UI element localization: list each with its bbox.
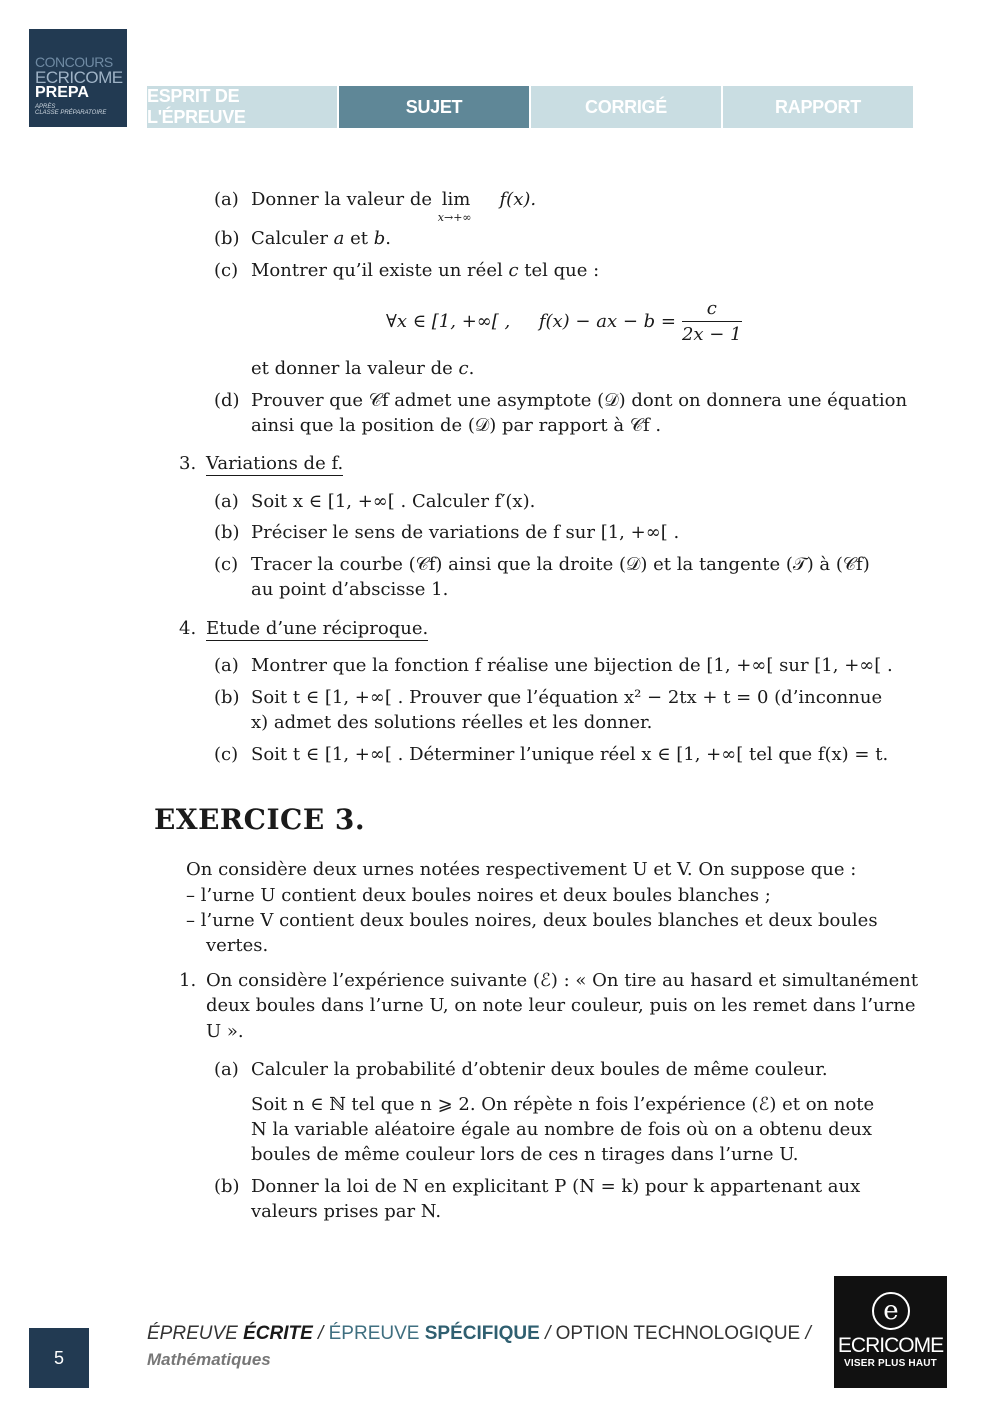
q4a-label: (a) (214, 655, 239, 676)
q4-title (206, 617, 428, 641)
ex3-para-line3: boules de même couleur lors de ces n tirages dans l’urne U. (251, 1144, 799, 1165)
q2c-post: tel que : (518, 260, 600, 281)
q2c-text (251, 259, 599, 283)
logo-line-apres: APRÈS (35, 104, 56, 110)
q3a-text: Soit x ∈ [1, +∞[ . Calculer f′(x). (251, 491, 536, 512)
page-number: 5 (29, 1328, 89, 1388)
ex3-para-line1: Soit n ∈ ℕ tel que n ⩾ 2. On répète n fois l’expérience (ℰ) et on note (251, 1094, 875, 1115)
footer-part4: SPÉCIFIQUE (424, 1323, 540, 1344)
ex3-q1b-line2: valeurs prises par N. (251, 1201, 442, 1222)
q2a-lim: lim (441, 189, 471, 210)
footer-part3: ÉPREUVE (328, 1323, 425, 1344)
ex3-q1b-line1: Donner la loi de N en explicitant P (N = k) pour k appartenant aux (251, 1176, 861, 1197)
q3-title (206, 452, 343, 476)
ecricome-name: ECRICOME (837, 1334, 944, 1357)
footer-exam-type (147, 1323, 811, 1345)
footer-sep3: / (800, 1323, 811, 1344)
q2b-b: b (373, 228, 386, 249)
q3b-text: Préciser le sens de variations de f sur [1, +∞[ . (251, 522, 680, 543)
q2b-end: . (385, 228, 392, 249)
ex3-q1b-label: (b) (214, 1176, 240, 1197)
q3a-label: (a) (214, 491, 239, 512)
ex3-q1-label: 1. (179, 970, 197, 991)
ex3-para-line2: N la variable aléatoire égale au nombre de fois où on a obtenu deux (251, 1119, 873, 1140)
q2d-line1: Prouver que 𝒞f admet une asymptote (𝒟) dont on donnera une équation (251, 390, 908, 411)
ecricome-e-icon: e (872, 1292, 910, 1330)
footer-subject: Mathématiques (147, 1350, 271, 1369)
tab-sujet[interactable]: SUJET (339, 86, 529, 128)
q4-title-text: Etude d’une réciproque. (206, 618, 429, 639)
q4b-line1: Soit t ∈ [1, +∞[ . Prouver que l’équation x² − 2tx + t = 0 (d’inconnue (251, 687, 883, 708)
tab-rapport[interactable]: RAPPORT (723, 86, 913, 128)
ex3-q1a-label: (a) (214, 1059, 239, 1080)
q4c-label: (c) (214, 744, 239, 765)
ex3-intro-line1: On considère deux urnes notées respectivement U et V. On suppose que : (186, 859, 857, 880)
q4c-text: Soit t ∈ [1, +∞[ . Déterminer l’unique réel x ∈ [1, +∞[ tel que f(x) = t. (251, 744, 889, 765)
tab-esprit[interactable]: ESPRIT DE L'ÉPREUVE (147, 86, 337, 128)
q4a-text: Montrer que la fonction f réalise une bijection de [1, +∞[ sur [1, +∞[ . (251, 655, 893, 676)
ecricome-logo (834, 1276, 947, 1388)
logo-line-prepa: PREPA (35, 84, 89, 101)
q2c-pre: Montrer qu’il existe un réel (251, 260, 509, 281)
ex3-intro-bullet2b: vertes. (206, 935, 269, 956)
q4b-line2: x) admet des solutions réelles et les donner. (251, 712, 653, 733)
q2a-label: (a) (214, 189, 239, 210)
ex3-intro-bullet1: – l’urne U contient deux boules noires et deux boules blanches ; (186, 885, 771, 906)
q2b-label: (b) (214, 228, 240, 249)
q2a-text (251, 188, 537, 224)
footer-sep2: / (539, 1323, 556, 1344)
q3c-line2: au point d’abscisse 1. (251, 579, 449, 600)
q3b-label: (b) (214, 522, 240, 543)
q3c-line1: Tracer la courbe (𝒞f) ainsi que la droite (𝒟) et la tangente (𝒯) à (𝒞f) (251, 554, 870, 575)
footer-sep1: / (312, 1323, 329, 1344)
footer-part1: ÉPREUVE (147, 1323, 244, 1344)
q2c-fraction-num: c (682, 298, 742, 322)
q2c-cont-c: c (458, 358, 469, 379)
q3c-label: (c) (214, 554, 239, 575)
footer-part2: ÉCRITE (243, 1323, 313, 1344)
q2a-text-body: Donner la valeur de (251, 189, 433, 210)
q2b-pre: Calculer (251, 228, 334, 249)
ex3-q1-line3: U ». (206, 1021, 244, 1042)
ex3-q1-line2: deux boules dans l’urne U, on note leur couleur, puis on les remet dans l’urne (206, 995, 916, 1016)
q2c-cont-end: . (468, 358, 475, 379)
concours-logo (29, 29, 127, 127)
logo-line-classe: CLASSE PRÉPARATOIRE (35, 110, 107, 116)
q4b-label: (b) (214, 687, 240, 708)
section-tabs (147, 86, 913, 128)
q2c-label: (c) (214, 260, 239, 281)
ex3-intro-bullet2: – l’urne V contient deux boules noires, deux boules blanches et deux boules (186, 910, 878, 931)
tab-corrige[interactable]: CORRIGÉ (531, 86, 721, 128)
q2b-a: a (333, 228, 345, 249)
ecricome-tagline: VISER PLUS HAUT (843, 1358, 937, 1369)
q2c-formula-left: ∀x ∈ [1, +∞[ , f(x) − ax − b = (386, 311, 676, 332)
q2a-limit (437, 188, 494, 224)
q2b-text (251, 227, 391, 251)
ex3-q1a-text: Calculer la probabilité d’obtenir deux boules de même couleur. (251, 1059, 828, 1080)
q2a-expr: f(x). (499, 189, 537, 210)
q2c-formula (386, 298, 742, 346)
q2c-c: c (508, 260, 519, 281)
q2c-continuation (251, 357, 474, 381)
q2d-line2: ainsi que la position de (𝒟) par rapport à 𝒞f . (251, 415, 662, 436)
ex3-q1-line1: On considère l’expérience suivante (ℰ) : « On tire au hasard et simultanément (206, 970, 919, 991)
footer-part5: OPTION TECHNOLOGIQUE (555, 1323, 801, 1344)
q2a-lim-sub: x→+∞ (437, 211, 472, 224)
q3-title-text: Variations de f. (206, 453, 344, 474)
q2d-label: (d) (214, 390, 240, 411)
q3-label: 3. (179, 453, 197, 474)
q4-label: 4. (179, 618, 197, 639)
logo-line-ecricome: ECRICOME (35, 68, 123, 87)
q2c-fraction-den: 2x − 1 (681, 324, 742, 345)
logo-line-concours: CONCOURS (35, 54, 113, 70)
exercise-3-title: EXERCICE 3. (154, 803, 366, 836)
q2c-cont-pre: et donner la valeur de (251, 358, 459, 379)
q2c-fraction (682, 298, 742, 346)
q2b-mid: et (344, 228, 374, 249)
